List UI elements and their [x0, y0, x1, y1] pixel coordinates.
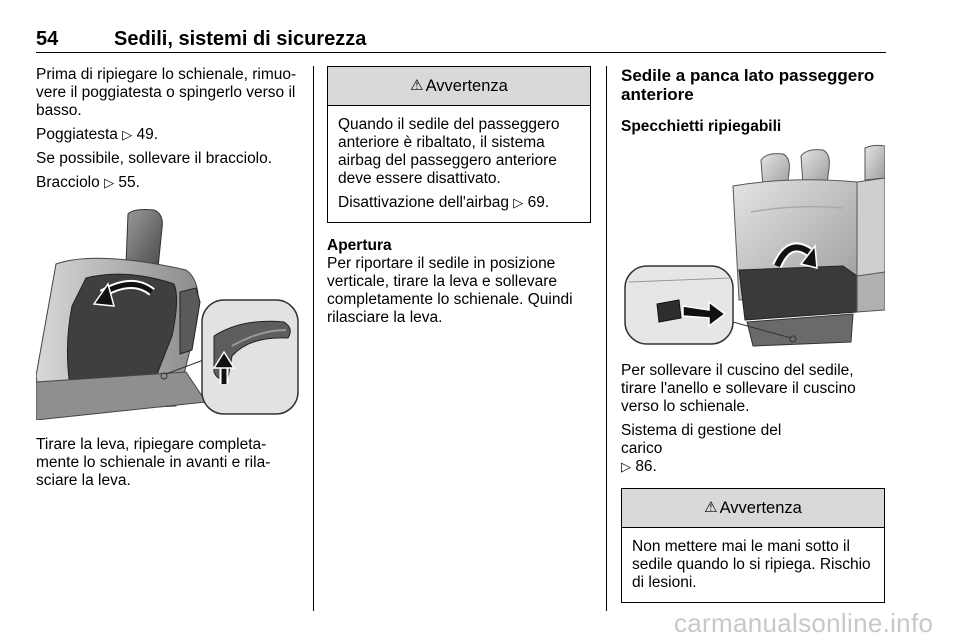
column-divider — [606, 66, 607, 611]
page-ref-icon: ▷ — [122, 127, 133, 142]
warning-title: Avvertenza — [425, 77, 508, 95]
bench-seat-illustration — [621, 142, 885, 352]
cross-reference: Poggiatesta ▷ 49. — [36, 126, 159, 143]
column-2 — [327, 66, 591, 333]
column-3 — [621, 66, 885, 603]
warning-header — [622, 489, 884, 528]
column-1 — [36, 66, 300, 496]
seat-fold-illustration — [36, 206, 300, 420]
page-header — [36, 26, 886, 53]
section-heading: Sedile a panca lato passeggero anteriore — [621, 66, 875, 104]
paragraph: Se possibile, sollevare il bracciolo. — [36, 150, 273, 167]
figure-caption: Tirare la leva, ripiegare completa-mente lo schienale in avanti e rila-sciare la leva. — [36, 436, 271, 489]
subheading: Specchietti ripiegabili — [621, 118, 782, 135]
section-heading: Apertura — [327, 237, 392, 254]
warning-icon: ⚠ — [410, 77, 424, 94]
warning-text: Quando il sedile del passeggero anteriore è ribaltato, il sistema airbag del passeggero anteriore deve essere disattivato. — [338, 116, 560, 187]
warning-title: Avvertenza — [719, 499, 802, 517]
paragraph: Per riportare il sedile in posizione verticale, tirare la leva e sollevare completamente lo schienale. Quindi rilasciare la leva. — [327, 255, 573, 326]
warning-header — [328, 67, 590, 106]
chapter-title: Sedili, sistemi di sicurezza — [114, 28, 367, 50]
warning-box — [327, 66, 591, 223]
cross-reference: Bracciolo ▷ 55. — [36, 174, 140, 191]
watermark: carmanualsonline.info — [674, 608, 934, 638]
cross-reference: Disattivazione dell'airbag ▷ 69. — [338, 194, 550, 211]
cross-reference: Sistema di gestione del carico ▷ 86. — [621, 422, 782, 475]
page-ref-icon: ▷ — [513, 195, 524, 210]
warning-text: Non mettere mai le mani sotto il sedile quando lo si ripiega. Rischio di lesioni. — [632, 538, 871, 591]
warning-body — [328, 106, 590, 222]
page-ref-icon: ▷ — [104, 175, 115, 190]
page-number: 54 — [36, 28, 59, 50]
paragraph: Prima di ripiegare lo schienale, rimuo-vere il poggiatesta o spingerlo verso il basso. — [36, 66, 297, 119]
warning-box — [621, 488, 885, 603]
warning-icon: ⚠ — [704, 499, 718, 516]
warning-body — [622, 528, 884, 602]
column-divider — [313, 66, 314, 611]
paragraph: Per sollevare il cuscino del sedile, tirare l'anello e sollevare il cuscino verso lo schienale. — [621, 362, 856, 415]
page-ref-icon: ▷ — [621, 459, 631, 474]
